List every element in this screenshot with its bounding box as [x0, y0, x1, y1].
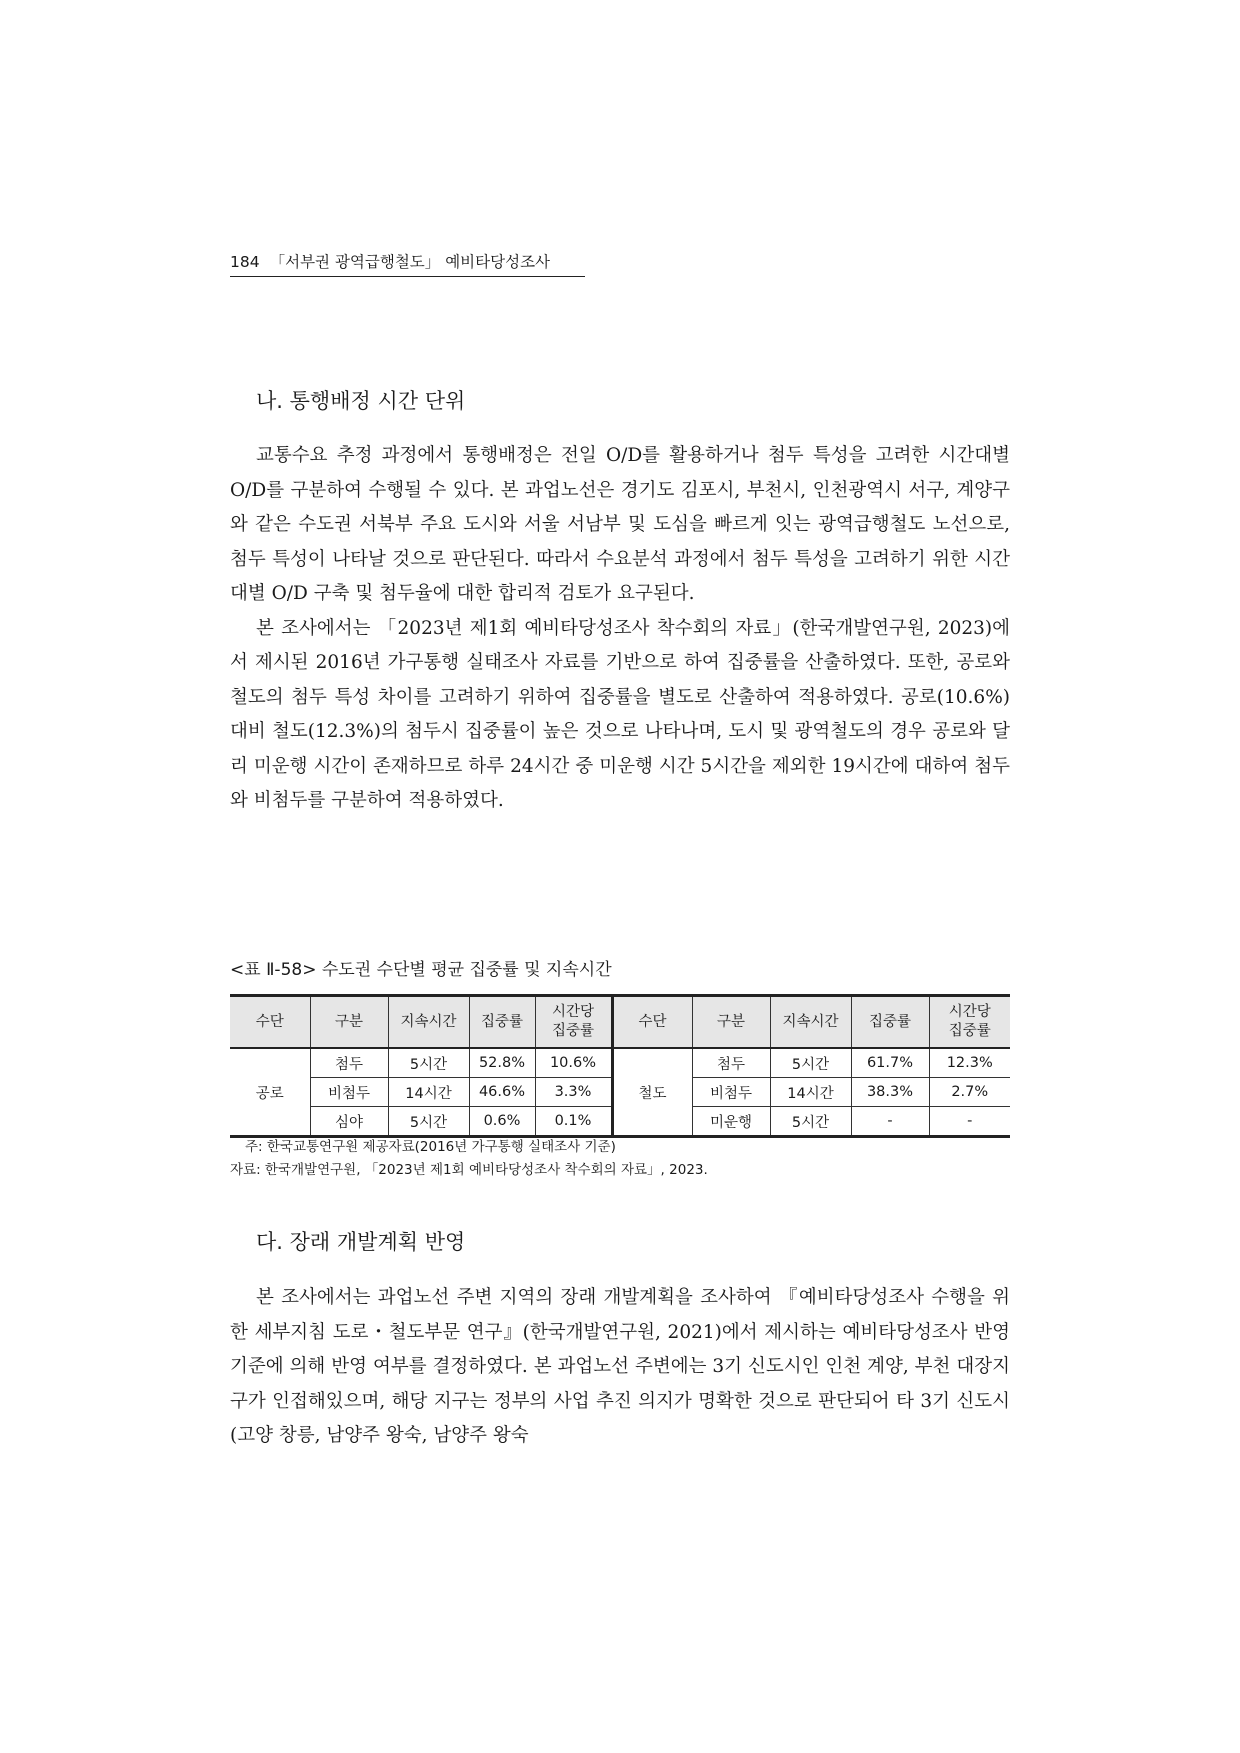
table-source: 자료: 한국개발연구원, 「2023년 제1회 예비타당성조사 착수회의 자료」, 2023.: [230, 1162, 708, 1178]
header-duration: 지속시간: [770, 996, 851, 1049]
header-concentration: 집중률: [469, 996, 535, 1049]
report-title: 「서부권 광역급행철도」 예비타당성조사: [269, 253, 551, 271]
cell-duration: 5시간: [388, 1048, 469, 1078]
cell-hourly: 10.6%: [535, 1048, 612, 1078]
paragraph: 본 조사에서는 과업노선 주변 지역의 장래 개발계획을 조사하여 『예비타당성조사 수행을 위한 세부지침 도로・철도부문 연구』(한국개발연구원, 2021)에서 제시하는 예비타당성조사 반영기준에 의해 반영 여부를 결정하였다. 본 과업노선 주변에는 3기 신도시인 인천 계양, 부천 대장지구가 인접해있으며, 해당 지구는 정부의 사업 추진 의지가 명확한 것으로 판단되어 타 3기 신도시(고양 창릉, 남양주 왕숙, 남양주 왕숙: [230, 1287, 1010, 1446]
running-header: [230, 250, 585, 277]
header-category: 구분: [310, 996, 388, 1049]
cell-duration: 14시간: [388, 1078, 469, 1107]
cell-concentration: -: [851, 1107, 929, 1137]
mode-road: 공로: [230, 1048, 310, 1137]
header-duration: 지속시간: [388, 996, 469, 1049]
header-hourly: 시간당 집중률: [929, 996, 1010, 1049]
header-concentration: 집중률: [851, 996, 929, 1049]
concentration-table: [230, 994, 1010, 1138]
table-note: 주: 한국교통연구원 제공자료(2016년 가구통행 실태조사 기준): [245, 1139, 616, 1155]
section-na-body: [230, 439, 1010, 819]
cell-hourly: 3.3%: [535, 1078, 612, 1107]
table-caption: <표 Ⅱ-58> 수도권 수단별 평균 집중률 및 지속시간: [230, 960, 612, 980]
mode-rail: 철도: [612, 1048, 692, 1137]
section-heading-da: 다. 장래 개발계획 반영: [256, 1230, 466, 1254]
section-da-body: [230, 1281, 1010, 1454]
cell-hourly: 12.3%: [929, 1048, 1010, 1078]
table-row: [230, 1048, 1010, 1078]
cell-category: 심야: [310, 1107, 388, 1137]
header-category: 구분: [692, 996, 770, 1049]
cell-category: 첨두: [692, 1048, 770, 1078]
page-number: 184: [230, 253, 260, 271]
section-heading-na: 나. 통행배정 시간 단위: [256, 389, 466, 413]
paragraph: 본 조사에서는 「2023년 제1회 예비타당성조사 착수회의 자료」(한국개발연구원, 2023)에서 제시된 2016년 가구통행 실태조사 자료를 기반으로 하여 집중률을 산출하였다. 또한, 공로와 철도의 첨두 특성 차이를 고려하기 위하여 집중률을 별도로 산출하여 적용하였다. 공로(10.6%) 대비 철도(12.3%)의 첨두시 집중률이 높은 것으로 나타나며, 도시 및 광역철도의 경우 공로와 달리 미운행 시간이 존재하므로 하루 24시간 중 미운행 시간 5시간을 제외한 19시간에 대하여 첨두와 비첨두를 구분하여 적용하였다.: [230, 617, 1010, 811]
cell-duration: 5시간: [770, 1107, 851, 1137]
cell-concentration: 46.6%: [469, 1078, 535, 1107]
cell-category: 비첨두: [310, 1078, 388, 1107]
cell-duration: 5시간: [388, 1107, 469, 1137]
cell-hourly: 2.7%: [929, 1078, 1010, 1107]
cell-duration: 5시간: [770, 1048, 851, 1078]
cell-concentration: 38.3%: [851, 1078, 929, 1107]
cell-concentration: 0.6%: [469, 1107, 535, 1137]
paragraph: 교통수요 추정 과정에서 통행배정은 전일 O/D를 활용하거나 첨두 특성을 고려한 시간대별 O/D를 구분하여 수행될 수 있다. 본 과업노선은 경기도 김포시, 부천시, 인천광역시 서구, 계양구와 같은 수도권 서북부 주요 도시와 서울 서남부 및 도심을 빠르게 잇는 광역급행철도 노선으로, 첨두 특성이 나타날 것으로 판단된다. 따라서 수요분석 과정에서 첨두 특성을 고려하기 위한 시간대별 O/D 구축 및 첨두율에 대한 합리적 검토가 요구된다.: [230, 445, 1010, 604]
header-hourly: 시간당 집중률: [535, 996, 612, 1049]
cell-category: 비첨두: [692, 1078, 770, 1107]
table-header-row: [230, 996, 1010, 1049]
header-mode: 수단: [230, 996, 310, 1049]
cell-category: 첨두: [310, 1048, 388, 1078]
cell-duration: 14시간: [770, 1078, 851, 1107]
cell-hourly: -: [929, 1107, 1010, 1137]
header-mode: 수단: [612, 996, 692, 1049]
cell-hourly: 0.1%: [535, 1107, 612, 1137]
cell-concentration: 52.8%: [469, 1048, 535, 1078]
cell-category: 미운행: [692, 1107, 770, 1137]
cell-concentration: 61.7%: [851, 1048, 929, 1078]
